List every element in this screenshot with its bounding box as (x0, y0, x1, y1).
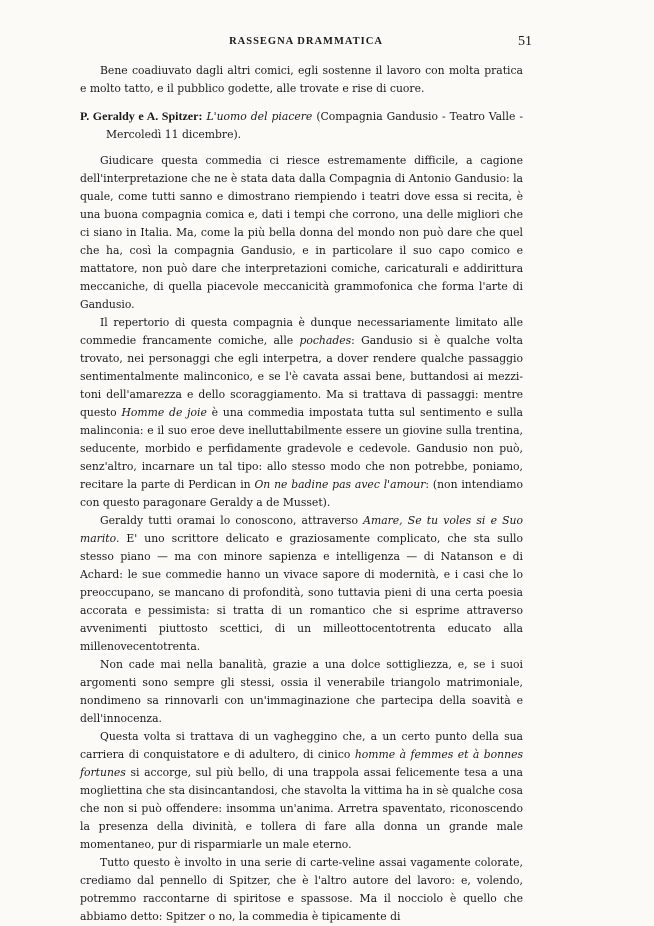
body-text (80, 62, 523, 926)
page-number: 51 (518, 34, 532, 49)
paragraph-1: Giudicare questa commedia ci riesce estremamente difficile, a cagione dell'interpretazione che ne è stata data dalla Compagnia di Antonio Gandusio: la quale, come tutti sanno e dimostrano riempiendo i teatri dove essa si recita, è una buona compagnia comica e, dati i tempi che corrono, una delle migliori che ci siano in Italia. Ma, come la più bella donna del mondo non può dare che quel che ha, così la compagnia Gandusio, e in particolare il suo capo comico e mattatore, non può dare che interpretazioni comiche, caricaturali e addirittura meccaniche, di quella piacevole meccanicità grammofonica che forma l'arte di Gandusio. (80, 154, 523, 311)
paragraph-2-text-c: è una commedia impostata tutta sul sentimento e sulla malinconia: e il suo eroe deve inelluttabilmente essere un giovine sulla trentina, seducente, morbido e perfidamente gradevole e cedevole. Gandusio non può, senz'altro, incarnare un tal tipo: allo stesso modo che non potrebbe, poniamo, recitare la parte di Perdican in (80, 406, 523, 491)
entry-authors: P. Geraldy e A. Spitzer: (80, 109, 203, 123)
running-title: RASSEGNA DRAMMATICA (229, 36, 383, 47)
paragraph-3-text-a: Geraldy tutti oramai lo conoscono, attraverso (100, 514, 358, 527)
paragraph-5 (80, 728, 523, 854)
paragraph-4: Non cade mai nella banalità, grazie a una dolce sottigliezza, e, se i suoi argomenti sono sempre gli stessi, ossia il venerabile triangolo matrimoniale, nondimeno sa rinnovarli con un'immaginazione che partecipa della soavità e dell'innocenza. (80, 658, 523, 725)
paragraph-2-text-a: Il repertorio di questa compagnia è dunque necessariamente limitato alle commedie francamente comiche, alle (80, 316, 523, 347)
paragraph-5-text-a: Questa volta si trattava di un vagheggino che, a un certo punto della sua carriera di conquistatore e di adultero, di cinico (80, 730, 523, 761)
paragraph-2-italic-badine: On ne badine pas avec l'amour (254, 478, 426, 491)
paragraph-6: Tutto questo è involto in una serie di carte-veline assai vagamente colorate, crediamo dal pennello di Spitzer, che è l'altro autore del lavoro: e, volendo, potremmo raccontarne di spiritose e spassose. Ma il nocciolo è quello che abbiamo detto: Spitzer o no, la commedia è tipicamente di (80, 856, 523, 923)
paragraph-intro: Bene coadiuvato dagli altri comici, egli sostenne il lavoro con molta pratica e molto tatto, e il pubblico godette, alle trovate e rise di cuore. (80, 64, 523, 95)
paragraph-2-text-b: : Gandusio si è qualche volta trovato, nei personaggi che egli interpetra, a dover rendere qualche passaggio sentimentalmente malinconico, e se l'è cavata assai bene, buttandosi ai mezzi-toni dell'amarezza e dello scoraggiamento. Ma si trattava di passaggi: mentre questo (80, 334, 523, 419)
paragraph-5-text-b: si accorge, sul più bello, di una trappola assai felicemente tesa a una mogliettina che sta disincantandosi, che stavolta la vittima ha in sè qualche cosa che non si può offendere: insomma un'anima. Arretra spaventato, riconoscendo la presenza della divinità, e tollera di fare alla donna un grande male momentaneo, pur di risparmiarle un male eterno. (80, 766, 523, 851)
page-header (80, 34, 532, 54)
entry-title: L'uomo del piacere (206, 110, 313, 123)
review-entry-heading (80, 107, 523, 144)
paragraph-3-text-b: E' uno scrittore delicato e graziosamente complicato, che sta sullo stesso piano — ma con minore sapienza e intelligenza — di Natanson e di Achard: le sue commedie hanno un vivace sapore di modernità, e i casi che lo preoccupano, se mancano di profondità, sono tuttavia pieni di una certa poesia accorata e pessimista: si tratta di un romantico che si esprime attraverso avvenimenti piuttosto scettici, di un milleottocentotrenta educato alla millenovecentotrenta. (80, 532, 523, 653)
paragraph-2 (80, 314, 523, 512)
paragraph-2-italic-pochades: pochades (299, 334, 352, 347)
paragraph-2-text-d: : (non intendiamo con questo paragonare Geraldy a de Musset). (80, 478, 523, 509)
paragraph-3 (80, 512, 523, 656)
paragraph-5-italic-homme: homme à femmes et à bonnes fortunes (80, 748, 524, 779)
paragraph-2-italic-homme: Homme de joie (121, 406, 207, 419)
paragraph-3-italic-titles: Amare, Se tu voles si e Suo marito. (80, 514, 523, 545)
entry-details: (Compagnia Gandusio - Teatro Valle - Mercoledì 11 dicembre). (106, 110, 523, 141)
